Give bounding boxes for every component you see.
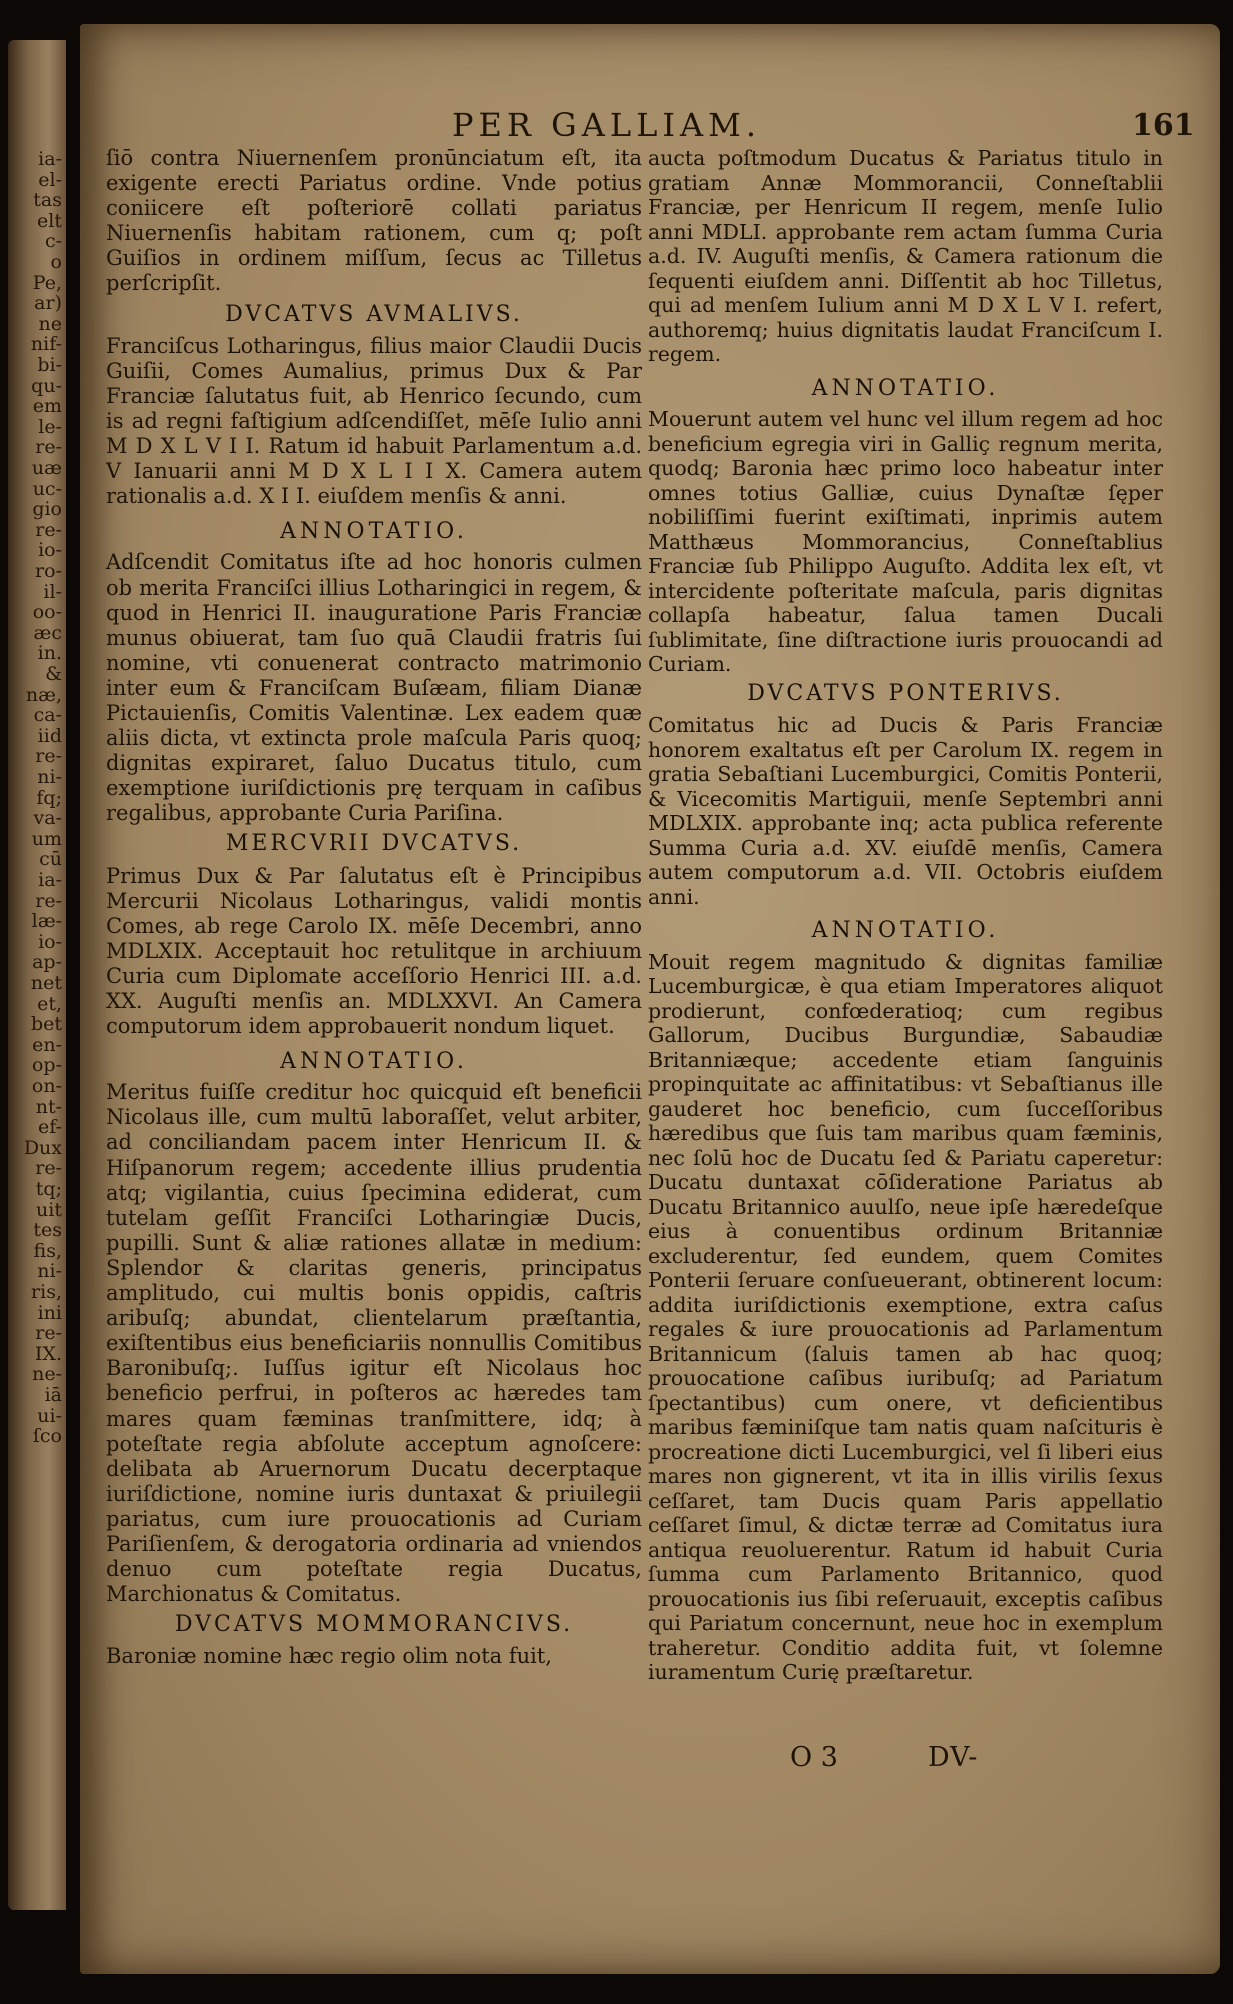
left-page-fragment: ia- — [38, 869, 62, 891]
left-page-fragment: net — [30, 972, 62, 994]
left-page-fragment: c- — [44, 230, 62, 253]
left-page-fragment: in. — [37, 642, 62, 665]
left-page-fragment: ni- — [37, 1260, 62, 1283]
left-page-fragment: Pe, — [32, 271, 62, 294]
left-page-fragment: læ- — [31, 910, 62, 933]
left-page-fragment: nt- — [35, 1095, 62, 1118]
left-page-fragment: ui- — [37, 1404, 62, 1427]
left-page-fragment: o — [50, 251, 62, 273]
page-header — [80, 104, 1220, 148]
left-page-fragment: tq; — [35, 1178, 62, 1200]
section-heading: DVCATVS MOMMORANCIVS. — [174, 1612, 574, 1638]
left-page-fragment: va- — [33, 807, 62, 830]
paragraph: Franciſcus Lotharingus, filius maior Claudii Ducis Guiſii, Comes Aumalius, primus Dux & Par Franciæ ſalutatus fuit, ab Henrico ſecundo, cum is ad regni faſtigium adſcendiſſet, mēſe Iulio anni M D X L V I I. Ratum id habuit Parlamentum a.d. V Ianuarii anni M D X L I I X. Camera autem rationalis a.d. X I I. eiuſdem menſis & anni. — [106, 333, 642, 509]
left-page-fragment: ia- — [38, 148, 62, 170]
paragraph: Primus Dux & Par ſalutatus eſt è Principibus Mercurii Nicolaus Lotharingus, validi montis Comes, ab rege Carolo IX. mēſe Decembri, anno MDLXIX. Acceptauit hoc retulitque in archiuum Curia cum Diplomate acceſſorio Henrici III. a.d. XX. Auguſti menſis an. MDLXXVI. An Camera computorum idem approbauerit nondum liquet. — [106, 863, 642, 1039]
left-page-fragment: iid — [37, 724, 62, 747]
annotatio-heading: ANNOTATIO. — [280, 519, 468, 545]
right-column — [648, 146, 1163, 1689]
left-page-fragment: em — [32, 395, 62, 418]
left-page-fragment: Dux — [23, 1136, 62, 1159]
paragraph: ſiō contra Niuernenſem pronūnciatum eſt, ita exigente erecti Pariatus ordine. Vnde potius coniicere eſt poſteriorē collati pariatus Niuernenſis habitam rationem, cum q; poſt Guiſios in ordinem miſſum, ſecus ac Tilletus perſcripſit. — [106, 146, 642, 296]
left-page-fragment: fis, — [33, 1239, 62, 1262]
left-page-fragment: um — [31, 827, 62, 850]
left-page-fragment: æc — [33, 621, 62, 644]
running-head: PER GALLIAM. — [452, 106, 762, 144]
paragraph: Mouerunt autem vel hunc vel illum regem ad hoc beneficium egregia viri in Galliç regnum merita, quodq; Baronia hæc primo loco habeatur inter omnes totius Galliæ, cuius Dynaſtæ ſęper nobiliſſimi fuerint exiſtimati, inprimis autem Matthæus Mommorancius, Conneſtablius Franciæ ſub Philippo Auguſto. Addita lex eſt, vt intercidente poſteritate maſcula, paris dignitas collapſa habeatur, ſalua tamen Ducali ſublimitate, ſine diſtractione iuris prouocandi ad Curiam. — [648, 407, 1163, 676]
left-page-edge — [8, 40, 66, 1910]
section-heading: DVCATVS AVMALIVS. — [225, 301, 523, 327]
signature-mark: O 3 — [790, 1742, 838, 1773]
left-column — [106, 146, 642, 1673]
paragraph: Comitatus hic ad Ducis & Paris Franciæ honorem exaltatus eſt per Carolum IX. regem in gratia Sebaſtiani Lucemburgici, Comitis Ponterii, & Vicecomitis Martiguii, menſe Septembri anni MDLXIX. approbante inq; acta publica referente Summa Curia a.d. XV. eiuſdē menſis, Camera autem computorum a.d. VII. Octobris eiuſdem anni. — [648, 713, 1163, 909]
left-page-fragment: re- — [35, 1157, 62, 1180]
left-page-fragment: on- — [31, 1075, 62, 1097]
paragraph: Meritus fuiſſe creditur hoc quicquid eſt beneficii Nicolaus ille, cum multū laboraſſet, velut arbiter, ad conciliandam pacem inter Henricum II. & Hiſpanorum regem; accedente illius prudentia atq; vigilantia, cuius ſpecimina ediderat, cum tutelam geſſit Franciſci Lotharingiæ Ducis, pupilli. Sunt & aliæ rationes allatæ in medium: Splendor & claritas generis, principatus amplitudo, cui multis bonis oppidis, caſtris aribuſq; abundat, clientelarum præſtantia, exiſtentibus eius beneficiariis nonnullis Comitibus Baronibuſq;. Iuſſus igitur eſt Nicolaus hoc beneficio perfrui, in poſteros ac hæredes tam mares quam fæminas tranſmittere, idq; à poteſtate regia abſolute acceptum agnoſcere: delibata ab Aruernorum Ducatu decerptaque iuriſdictione, nomine iuris duntaxat & priuilegii pariatus, cum iure prouocationis ad Curiam Pariſienſem, & derogatoria ordinaria ad vniendos denuo cum poteſtate regia Ducatus, Marchionatus & Comitatus. — [106, 1080, 642, 1607]
page-number: 161 — [1132, 108, 1195, 143]
catchword: DV- — [928, 1742, 979, 1773]
annotatio-heading: ANNOTATIO. — [811, 918, 1000, 943]
left-page-fragment: bi- — [37, 354, 62, 376]
left-page-fragment: ro- — [35, 560, 62, 582]
left-page-fragment: ris, — [31, 1281, 62, 1303]
annotatio-heading: ANNOTATIO. — [811, 375, 1000, 401]
left-page-fragment: ar) — [34, 292, 62, 315]
left-page-fragment: en- — [32, 1033, 62, 1056]
left-page-fragment: næ, — [25, 683, 62, 706]
left-page-fragment: ini — [37, 1301, 62, 1324]
left-page-fragment: uc- — [32, 477, 62, 500]
section-heading: DVCATVS PONTERIVS. — [747, 680, 1064, 706]
left-page-fragment: bet — [30, 1013, 62, 1036]
left-page-fragment: le- — [38, 415, 62, 438]
paragraph: Baroniæ nomine hæc regio olim nota fuit, — [106, 1644, 552, 1669]
left-page-fragment: re- — [35, 518, 62, 541]
left-page-fragment: et, — [37, 992, 62, 1015]
paragraph: Adſcendit Comitatus iſte ad hoc honoris culmen ob merita Franciſci illius Lotharingici in regem, & quod in Henrici II. inauguratione Paris Franciæ munus obiuerat, tam ſuo quā Claudii fratris ſui nomine, vti conuenerat contracto matrimonio inter eum & Franciſcam Buſæam, filiam Dianæ Pictauienſis, Comitis Valentinæ. Lex eadem quæ aliis dicta, vt extincta prole maſcula Paris quoq; dignitas expiraret, ſaluo Ducatus titulo, cum exemptione iuriſdictionis prę terquam in caſibus regalibus, approbante Curia Pariſina. — [106, 550, 642, 826]
left-page-fragment: re- — [35, 745, 62, 768]
left-page-fragment: elt — [37, 209, 62, 232]
left-page-fragment: io- — [38, 539, 62, 562]
left-page-fragment: tes — [33, 1219, 62, 1242]
left-page-fragment: op- — [31, 1054, 62, 1077]
left-page-fragment: gio — [32, 498, 62, 521]
left-page-fragment: ef- — [37, 1116, 62, 1139]
left-page-fragment: oo- — [32, 601, 62, 624]
paragraph: aucta poſtmodum Ducatus & Pariatus titulo in gratiam Annæ Mommorancii, Conneſtablii Franciæ, per Henricum II regem, menſe Iulio anni MDLI. approbante rem actam ſumma Curia a.d. IV. Auguſti menſis, & Camera rationum die ſequenti eiuſdem anni. Diſſentit ab hoc Tilletus, qui ad menſem Iulium anni M D X L V I. refert, authoremq; huius dignitatis laudat Franciſcum I. regem. — [648, 146, 1163, 366]
left-page-fragment: re- — [35, 889, 62, 912]
left-page-fragment: uit — [36, 1198, 62, 1221]
left-page-fragment: fq; — [36, 786, 62, 809]
left-page-fragment: re- — [35, 436, 62, 459]
book-page — [80, 24, 1220, 1974]
left-page-fragment: qu- — [31, 374, 62, 397]
left-page-fragment: uæ — [31, 457, 62, 479]
left-page-fragment: IX. — [34, 1342, 62, 1365]
section-heading: MERCVRII DVCATVS. — [225, 831, 523, 857]
left-page-fragment: ca- — [33, 704, 62, 727]
left-page-fragment: nif- — [30, 333, 62, 356]
annotatio-heading: ANNOTATIO. — [280, 1049, 468, 1075]
left-page-fragment: ni- — [37, 766, 62, 788]
left-page-fragment: ſco — [32, 1425, 62, 1448]
left-page-fragment: ne — [38, 312, 62, 335]
left-page-fragment: ne- — [32, 1363, 62, 1386]
left-page-fragment: ap- — [32, 951, 62, 974]
paragraph: Mouit regem magnitudo & dignitas familiæ Lucemburgicæ, è qua etiam Imperatores aliquot prodierunt, confœderatioq; cum regibus Gallorum, Ducibus Burgundiæ, Sabaudiæ Britanniæque; accedente etiam ſanguinis propinquitate ac affinitatibus: vt Sebaſtianus ille gauderet hoc beneficio, cum ſucceſſoribus hæredibus que ſuis tam maribus quam fæminis, nec ſolū hoc de Ducatu ſed & Pariatu caperetur: Ducatu duntaxat cōſideratione Pariatus ab Ducatu Britannico auulſo, neue ipſe hæredeſque eius à conuentibus ordinum Britanniæ excluderentur, ſed eundem, quem Comites Ponterii ſeruare conſueuerant, obtinerent locum: addita iuriſdictionis exemptione, extra caſus regales & iure prouocationis ad Parlamentum Britannicum (ſaluis tamen ab hac quoq; prouocatione caſibus iuribuſq; ad Pariatum ſpectantibus) cum onere, vt deficientibus maribus fæminiſque tam natis quam naſcituris è procreatione dicti Lucemburgici, vel ſi liberi eius mares non gignerent, vt ita in illis virilis ſexus ceſſaret, tam Ducis quam Paris appellatio ceſſaret ſimul, & dictæ terræ ad Comitatus iura antiqua reuoluerentur. Ratum id habuit Curia ſumma cum Parlamento Britannico, quod prouocationis ius ſibi reſeruauit, exceptis caſibus qui Pariatum concernunt, neue hoc in exemplum traheretur. Conditio addita fuit, vt ſolemne iuramentum Curię præſtaretur. — [648, 949, 1163, 1684]
left-page-fragment: el- — [38, 168, 62, 191]
left-page-fragment: tas — [33, 189, 62, 212]
left-page-fragment: re- — [35, 1322, 62, 1345]
left-page-fragment: cū — [39, 848, 62, 871]
left-page-fragment: io- — [38, 930, 62, 953]
left-page-fragment: & — [45, 663, 62, 685]
left-page-fragment: il- — [43, 580, 62, 603]
left-page-fragment: iā — [44, 1384, 62, 1406]
